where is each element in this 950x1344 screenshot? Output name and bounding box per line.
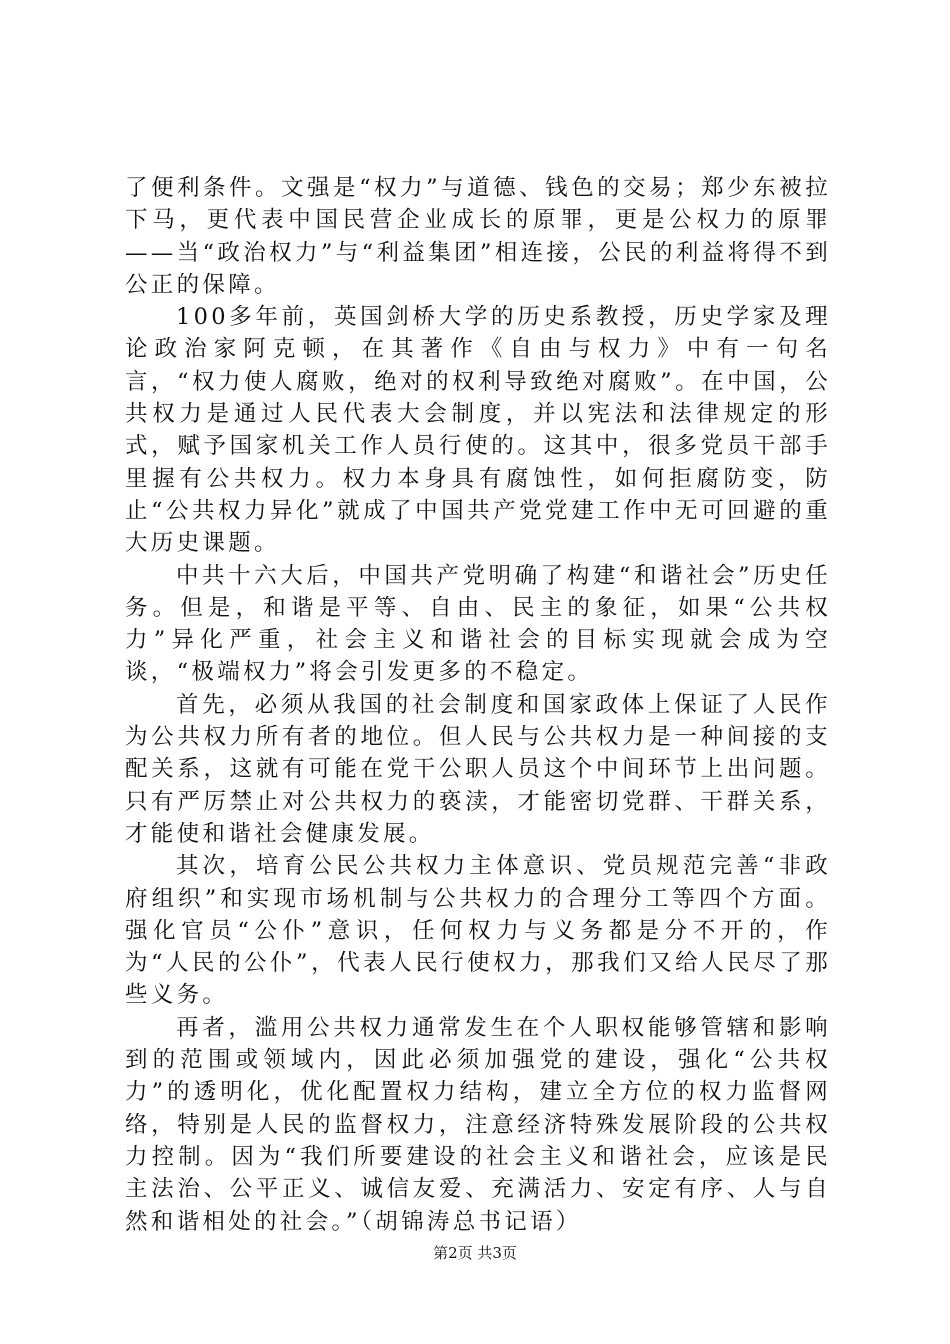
page-footer: 第2页 共3页 (433, 1244, 517, 1262)
paragraph-acton-quote: 100多年前，英国剑桥大学的历史系教授，历史学家及理论政治家阿克顿，在其著作《自由与权力》中有一句名言，“权力使人腐败，绝对的权利导致绝对腐败”。在中国，公共权力是通过人民代表大会制度，并以宪法和法律规定的形式，赋予国家机关工作人员行使的。这其中，很多党员干部手里握有公共权力。权力本身具有腐蚀性，如何拒腐防变，防止“公共权力异化”就成了中国共产党党建工作中无可回避的重大历史课题。 (125, 304, 831, 557)
paragraph-third-point: 再者，滥用公共权力通常发生在个人职权能够管辖和影响到的范围或领域内，因此必须加强党的建设，强化“公共权力”的透明化，优化配置权力结构，建立全方位的权力监督网络，特别是人民的监督权力，注意经济特殊发展阶段的公共权力控制。因为“我们所要建设的社会主义和谐社会，应该是民主法治、公平正义、诚信友爱、充满活力、安定有序、人与自然和谐相处的社会。”（胡锦涛总书记语） (125, 1014, 831, 1235)
paragraph-first-point: 首先，必须从我国的社会制度和国家政体上保证了人民作为公共权力所有者的地位。但人民与公共权力是一种间接的支配关系，这就有可能在党干公职人员这个中间环节上出问题。只有严厉禁止对公共权力的亵渎，才能密切党群、干群关系，才能使和谐社会健康发展。 (125, 691, 831, 847)
paragraph-continuation: 了便利条件。文强是“权力”与道德、钱色的交易；郑少东被拉下马，更代表中国民营企业成长的原罪，更是公权力的原罪——当“政治权力”与“利益集团”相连接，公民的利益将得不到公正的保障。 (125, 175, 831, 298)
paragraph-harmonious-society: 中共十六大后，中国共产党明确了构建“和谐社会”历史任务。但是，和谐是平等、自由、民主的象征，如果“公共权力”异化严重，社会主义和谐社会的目标实现就会成为空谈，“极端权力”将会引发更多的不稳定。 (125, 562, 831, 686)
document-body (125, 172, 831, 1238)
paragraph-second-point: 其次，培育公民公共权力主体意识、党员规范完善“非政府组织”和实现市场机制与公共权力的合理分工等四个方面。强化官员“公仆”意识，任何权力与义务都是分不开的，作为“人民的公仆”，代表人民行使权力，那我们又给人民尽了那些义务。 (125, 853, 831, 1009)
